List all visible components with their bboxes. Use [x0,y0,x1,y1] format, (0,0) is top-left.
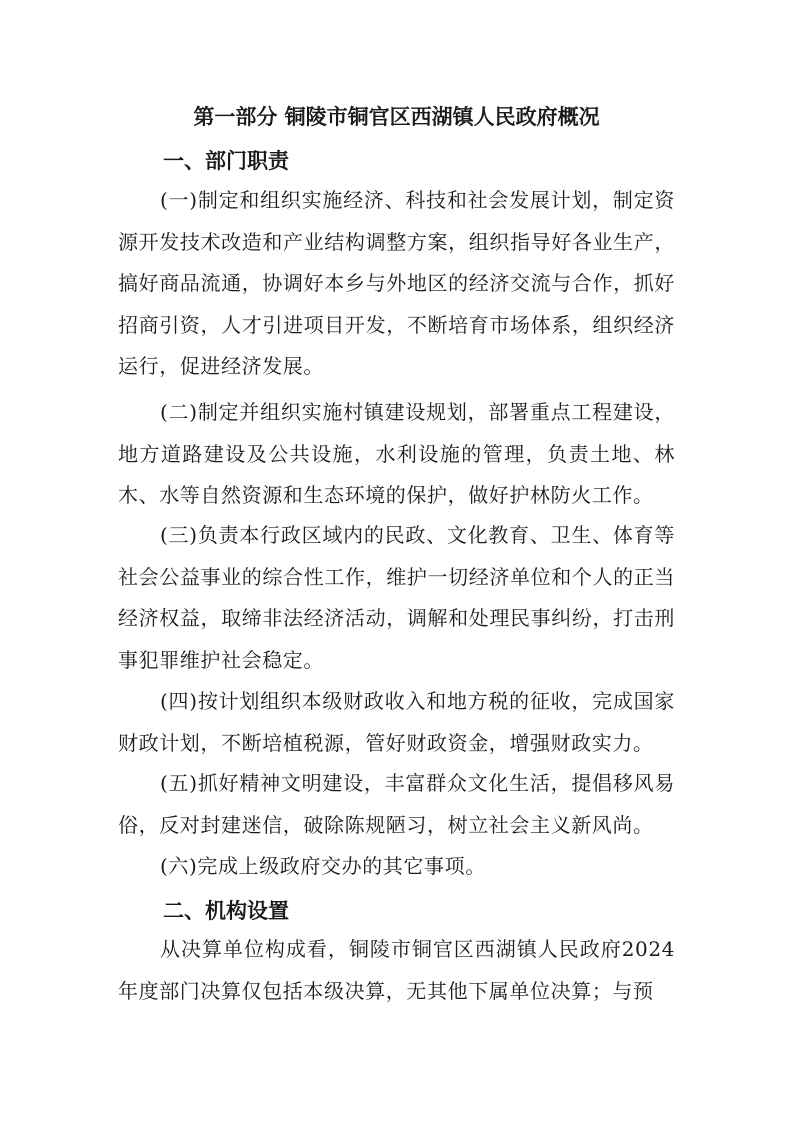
section-heading-duties: 一、部门职责 [163,149,289,173]
section-heading-organization: 二、机构设置 [163,899,289,923]
paragraph-duty-3: (三)负责本行政区域内的民政、文化教育、卫生、体育等社会公益事业的综合性工作，维护一切经济单位和个人的正当经济权益，取缔非法经济活动，调解和处理民事纠纷，打击刑事犯罪维护社会稳定。 [118,523,675,672]
paragraph-duty-4: (四)按计划组织本级财政收入和地方税的征收，完成国家财政计划，不断培植税源，管好财政资金，增强财政实力。 [118,689,675,755]
paragraph-duty-6: (六)完成上级政府交办的其它事项。 [160,854,486,878]
paragraph-organization-1: 从决算单位构成看，铜陵市铜官区西湖镇人民政府2024年度部门决算仅包括本级决算，无其他下属单位决算；与预 [118,937,675,1003]
paragraph-duty-2: (二)制定并组织实施村镇建设规划，部署重点工程建设，地方道路建设及公共设施，水利设施的管理，负责土地、林木、水等自然资源和生态环境的保护，做好护林防火工作。 [118,400,675,507]
paragraph-duty-5: (五)抓好精神文明建设，丰富群众文化生活，提倡移风易俗，反对封建迷信，破除陈规陋习，树立社会主义新风尚。 [118,771,675,837]
document-title: 第一部分 铜陵市铜官区西湖镇人民政府概况 [193,105,600,129]
paragraph-duty-1: (一)制定和组织实施经济、科技和社会发展计划，制定资源开发技术改造和产业结构调整方案，组织指导好各业生产，搞好商品流通，协调好本乡与外地区的经济交流与合作，抓好招商引资，人才引进项目开发，不断培育市场体系，组织经济运行，促进经济发展。 [118,188,675,378]
